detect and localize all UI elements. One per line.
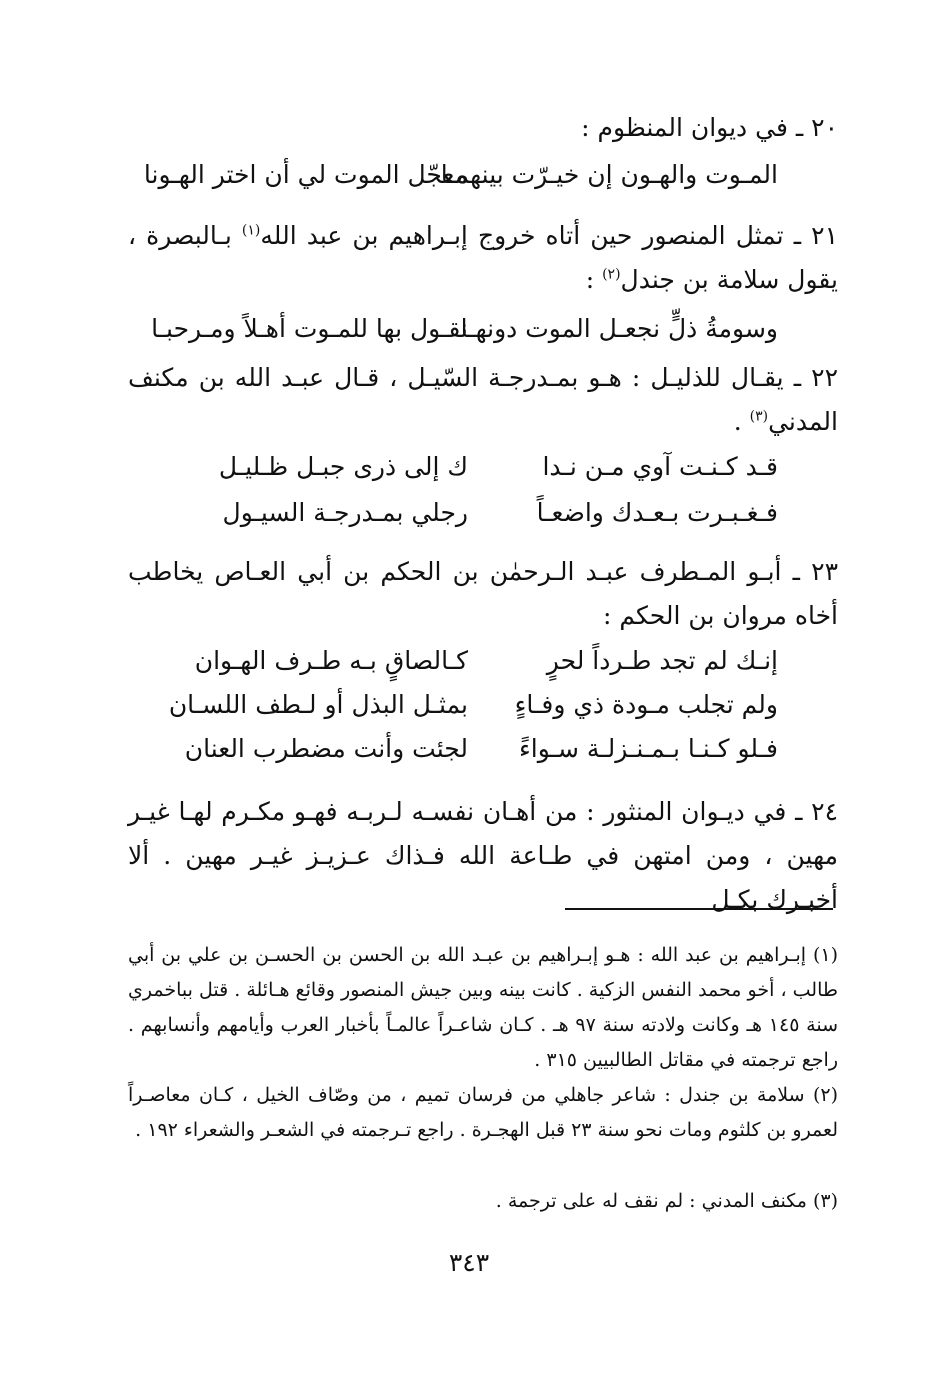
footnote-3 [128,1184,838,1219]
paragraph-23 [128,550,838,638]
verse-22b [128,498,838,542]
footnote-2-number: (٢) [812,1084,838,1106]
verse-23b-first-hemistich: ولم تجلب مـودة ذي وفـاءٍ [514,690,778,719]
paragraph-24 [128,790,838,922]
paragraph-22-end: . [733,407,750,436]
paragraph-20 [128,106,838,150]
paragraph-22-text: ٢٢ ـ يقـال للذليـل : هـو بمـدرجـة السّيـل ، قـال عبـد الله بن مكنف المدني [128,363,838,436]
footnote-1-number: (١) [812,944,838,966]
footnote-ref-1[interactable]: (١) [241,222,261,239]
verse-23b [128,690,838,734]
verse-21-first-hemistich: وسومةُ ذلٍّ نجعـل الموت دونهـا [460,314,778,343]
verse-20-second-hemistich: معجّل الموت لي أن اختر الهـونا [143,160,468,189]
verse-23c [128,734,838,778]
page-number: ٣٤٣ [448,1248,490,1277]
footnote-separator [565,908,833,910]
footnote-1 [128,938,838,1078]
paragraph-20-text: ٢٠ ـ في ديوان المنظوم : [581,113,838,142]
paragraph-21-end: : [585,265,603,294]
verse-23a-second-hemistich: كـالصاقٍ بـه طـرف الهـوان [194,646,468,675]
paragraph-21-tail: بـالبصرة ، يقول سلامة بن جندل [128,221,838,294]
verse-22a-second-hemistich: ك إلى ذرى جبـل ظـليـل [218,452,468,481]
footnote-3-number: (٣) [812,1190,838,1212]
verse-22b-second-hemistich: رجلي بمـدرجـة السيـول [222,498,468,527]
verse-23a-first-hemistich: إنـك لم تجد طـرداً لحرٍ [546,646,778,675]
verse-22b-first-hemistich: فـغـبـرت بـعـدك واضعـاً [536,498,778,527]
verse-22a-first-hemistich: قـد كـنـت آوي مـن نـدا [542,452,778,481]
verse-23b-second-hemistich: بمثـل البذل أو لـطف اللسـان [168,690,468,719]
verse-20 [128,160,838,204]
paragraph-22 [128,356,838,444]
verse-23c-first-hemistich: فـلو كـنـا بـمـنـزلـة سـواءً [519,734,778,763]
verse-23c-second-hemistich: لجئت وأنت مضطرب العنان [184,734,468,763]
verse-20-first-hemistich: المـوت والهـون إن خيـرّت بينهمـا [440,160,778,189]
verse-23a [128,646,838,690]
footnote-3-text: مكنف المدني : لم نقف له على ترجمة . [495,1190,807,1212]
verse-21-second-hemistich: نقـول بها للمـوت أهـلاً ومـرحبـا [151,314,468,343]
paragraph-21-text: ٢١ ـ تمثل المنصور حين أتاه خروج إبـراهيم بن عبد الله [260,221,838,250]
footnote-2-text: سلامة بن جندل : شاعر جاهلي من فرسان تميم ، من وصّاف الخيل ، كـان معاصـراً لعمرو بن كلثوم ومات نحو سنة ٢٣ قبل الهجـرة . راجع تـرجمته في الشعـر والشعراء ١٩٢ . [128,1084,838,1141]
verse-21 [128,314,838,358]
footnote-ref-2[interactable]: (٢) [602,266,621,283]
paragraph-24-text: ٢٤ ـ في ديـوان المنثور : من أهـان نفسـه لـربـه فهـو مكـرم لهـا غيـر مهين ، ومن امتهن في طـاعة الله فـذاك عـزيـز غيـر مهين . ألا أخبـرك بكـل [128,797,838,914]
paragraph-23-text: ٢٣ ـ أبـو المـطرف عبـد الـرحمٰن بن الحكم بن أبي العـاص يخاطب أخاه مروان بن الحكم : [128,557,838,630]
footnote-ref-3[interactable]: (٣) [749,408,769,425]
verse-22a [128,452,838,496]
paragraph-21 [128,214,838,302]
footnote-2 [128,1078,838,1148]
footnote-1-text: إبـراهيم بن عبد الله : هـو إبـراهيم بن عبـد الله بن الحسن بن الحسـن بن علي بن أبي طالب ، أخو محمد النفس الزكية . كانت بينه وبين جيش المنصور وقائع هـائلة . قتل بباخمري سنة ١٤٥ هـ وكانت ولادته سنة ٩٧ هـ . كـان شاعـراً عالمـاً بأخبار العرب وأيامهم وأنسابهم . راجع ترجمته في مقاتل الطالبيين ٣١٥ . [128,944,838,1071]
